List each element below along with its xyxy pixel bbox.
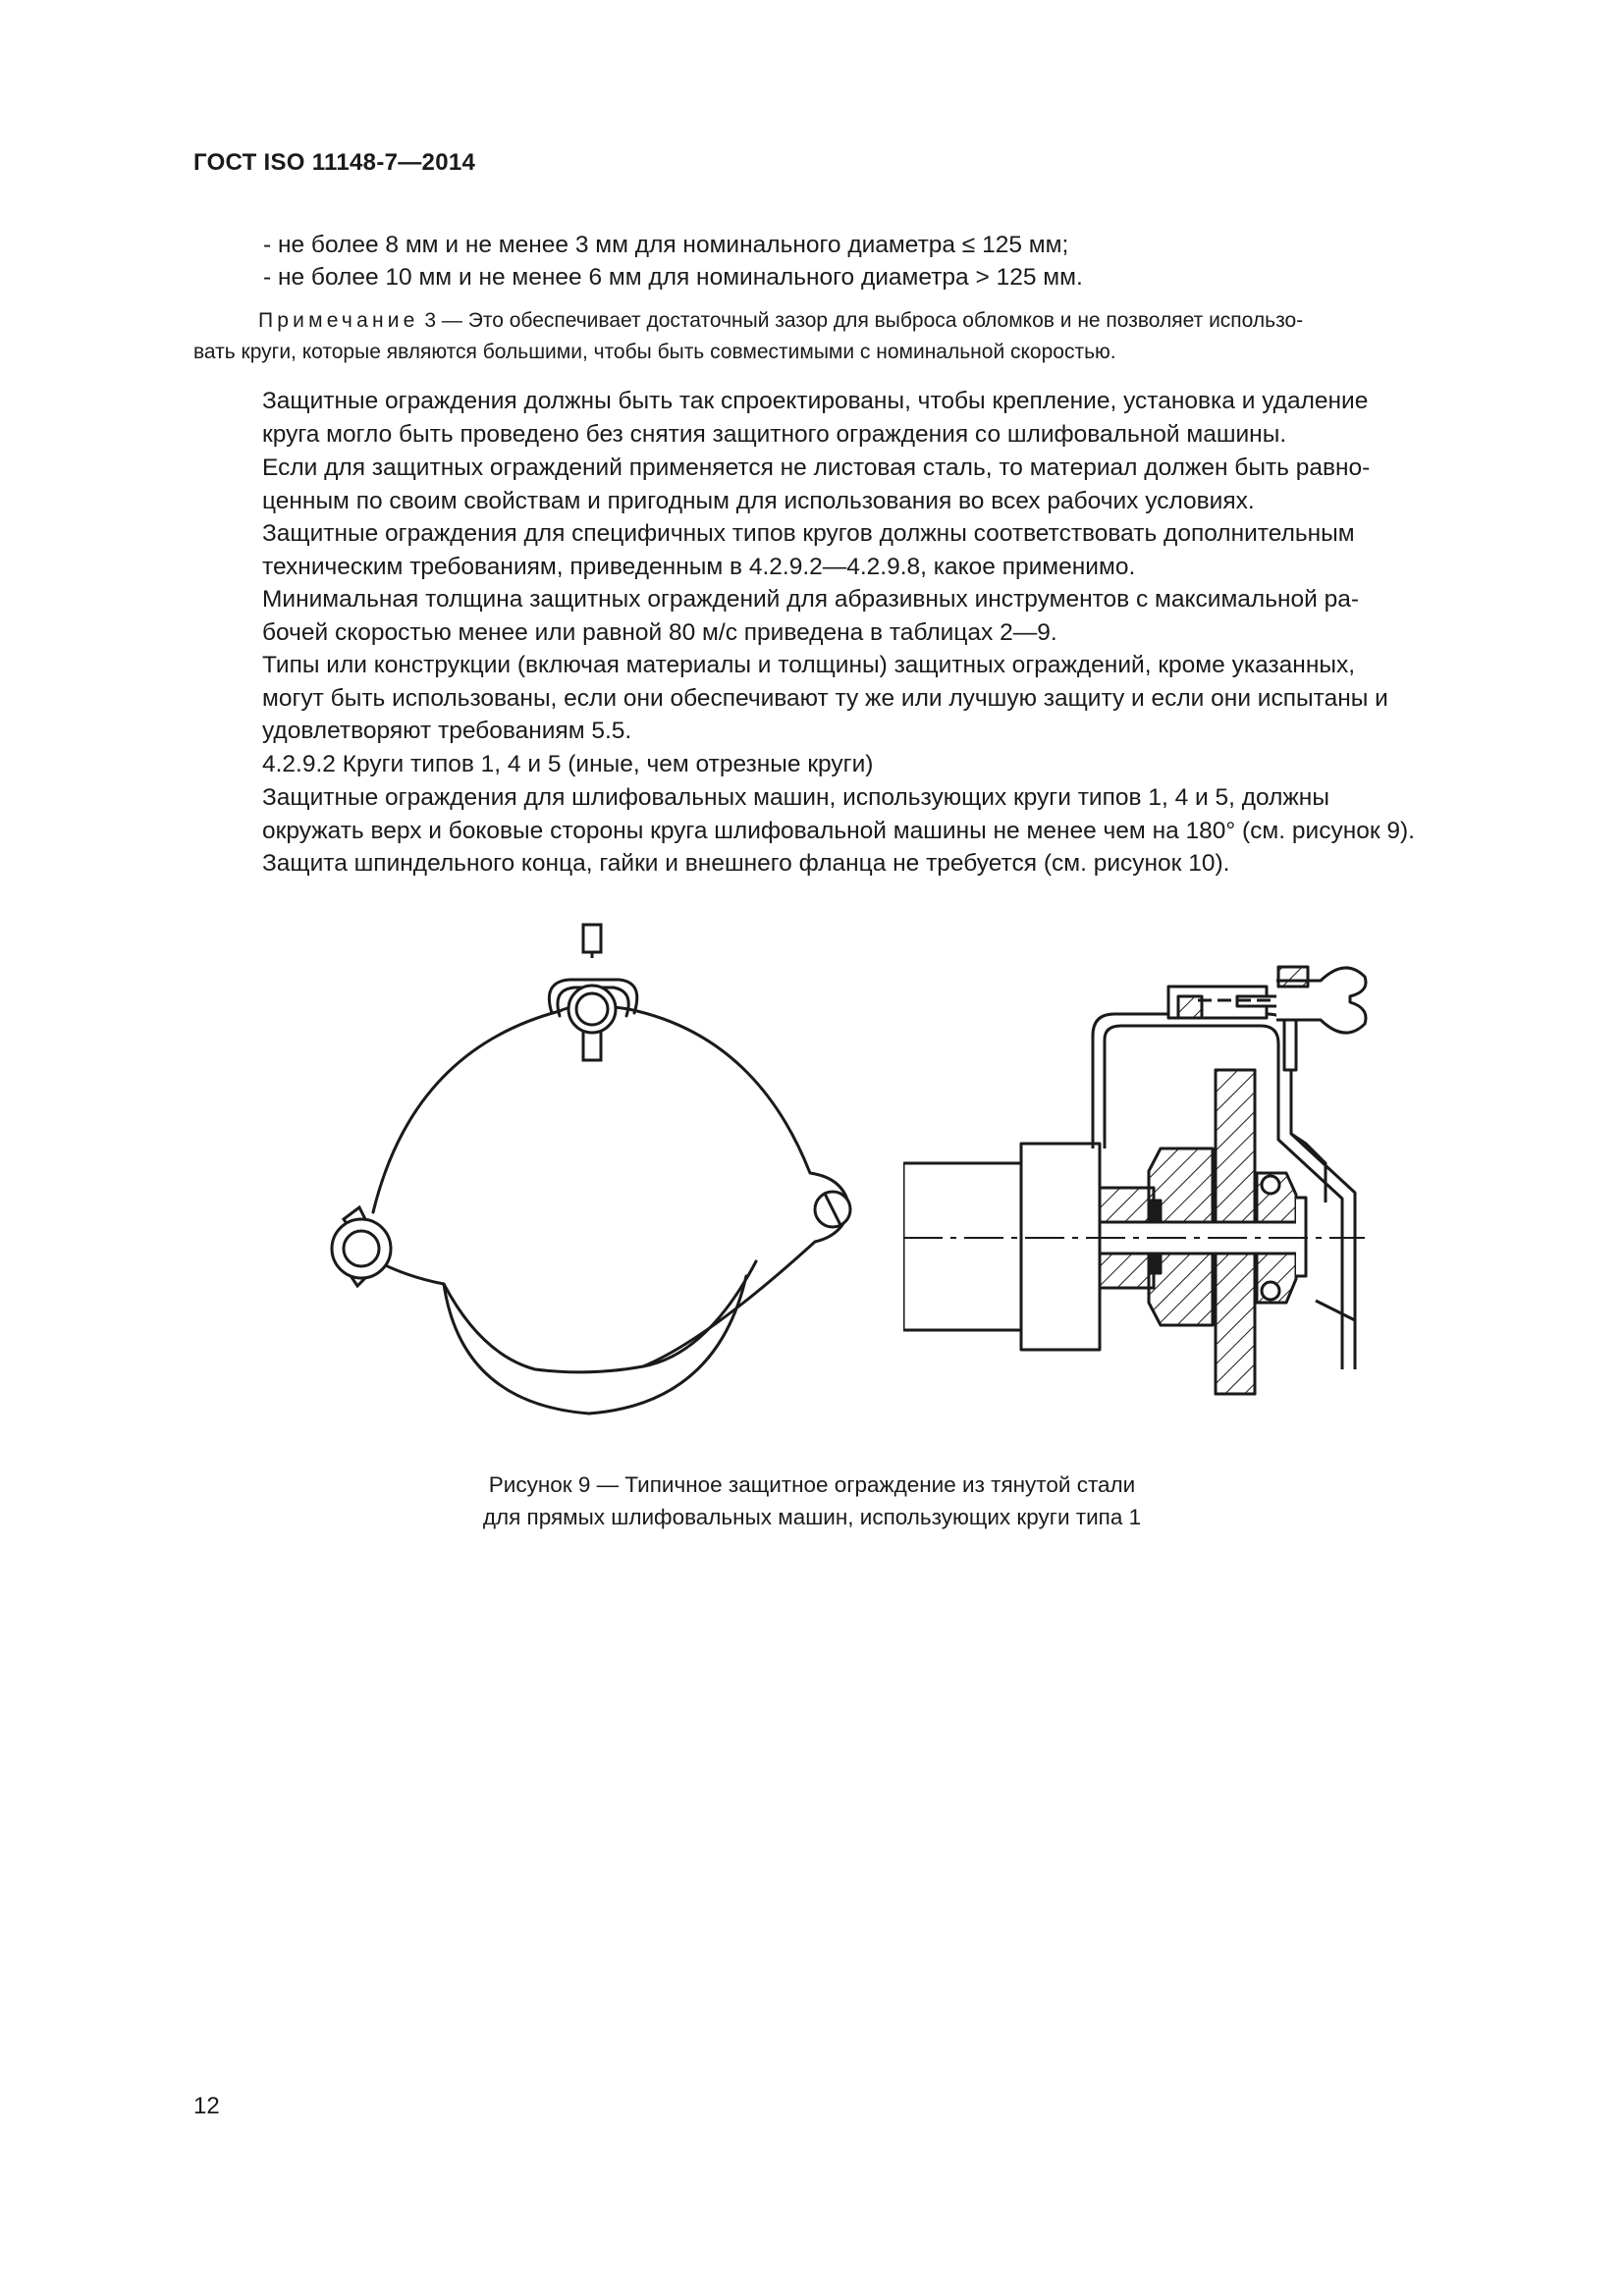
note-text: вать круги, которые являются большими, чтобы быть совместимыми с номинальной скоростью. [193,341,1116,363]
paragraph-line: бочей скоростью менее или равной 80 м/с приведена в таблицах 2—9. [262,618,1057,646]
paragraph [193,517,1519,583]
figure-caption [0,1468,1624,1533]
list-item: - не более 8 мм и не менее 3 мм для номинального диаметра ≤ 125 мм; [263,232,1069,258]
note-text: 3 — Это обеспечивает достаточный зазор для выброса обломков и не позволяет использо- [418,309,1304,332]
paragraph-line: 4.2.9.2 Круги типов 1, 4 и 5 (иные, чем отрезные круги) [262,751,874,777]
paragraph-line: круга могло быть проведено без снятия защитного ограждения со шлифовальной машины. [262,420,1287,448]
left-wing-screw-icon [332,1207,391,1286]
figure-caption-line: Рисунок 9 — Типичное защитное ограждение из тянутой стали [488,1472,1136,1497]
paragraph-line: окружать верх и боковые стороны круга шлифовальной машины не менее чем на 180° (см. рисунок 9). [262,817,1415,844]
paragraph-line: Защитные ограждения для специфичных типов кругов должны соответствовать дополнительным [262,520,1355,547]
paragraph-line: могут быть использованы, если они обеспечивают ту же или лучшую защиту и если они испытаны и [262,684,1388,712]
section-heading [193,748,1519,781]
paragraph-line: техническим требованиям, приведенным в 4.2.9.2—4.2.9.8, какое применимо. [262,553,1136,580]
figure-caption-line: для прямых шлифовальных машин, использующих круги типа 1 [482,1505,1142,1529]
list-item: - не более 10 мм и не менее 6 мм для номинального диаметра > 125 мм. [263,264,1083,291]
figure-guard-front-view [295,923,884,1433]
paragraph-line: ценным по своим свойствам и пригодным для использования во всех рабочих условиях. [262,487,1255,514]
paragraph-line: Если для защитных ограждений применяется не листовая сталь, то материал должен быть равно- [262,454,1371,481]
paragraph-line: Защитные ограждения должны быть так спроектированы, чтобы крепление, установка и удаление [262,388,1369,414]
paragraph [193,385,1519,451]
document-header: ГОСТ ISO 11148-7—2014 [193,149,476,176]
paragraph [193,583,1519,649]
note-block [193,305,1519,368]
paragraph [193,781,1519,881]
paragraph [193,649,1519,748]
page-number: 12 [193,2093,220,2119]
paragraph-line: Типы или конструкции (включая материалы и толщины) защитных ограждений, кроме указанных, [262,652,1356,678]
paragraph-line: Минимальная толщина защитных ограждений для абразивных инструментов с максимальной ра- [262,586,1360,613]
right-slotted-screw-icon [815,1192,850,1227]
figure-guard-section-view [903,937,1414,1448]
paragraph [193,452,1519,517]
note-label: Примечание [258,309,419,332]
paragraph-line: удовлетворяют требованиям 5.5. [262,718,632,744]
paragraph-line: Защита шпиндельного конца, гайки и внешнего фланца не требуется (см. рисунок 10). [262,850,1230,877]
paragraph-line: Защитные ограждения для шлифовальных машин, использующих круги типов 1, 4 и 5, должны [262,784,1329,811]
top-clamp-screw-icon [568,925,616,1060]
